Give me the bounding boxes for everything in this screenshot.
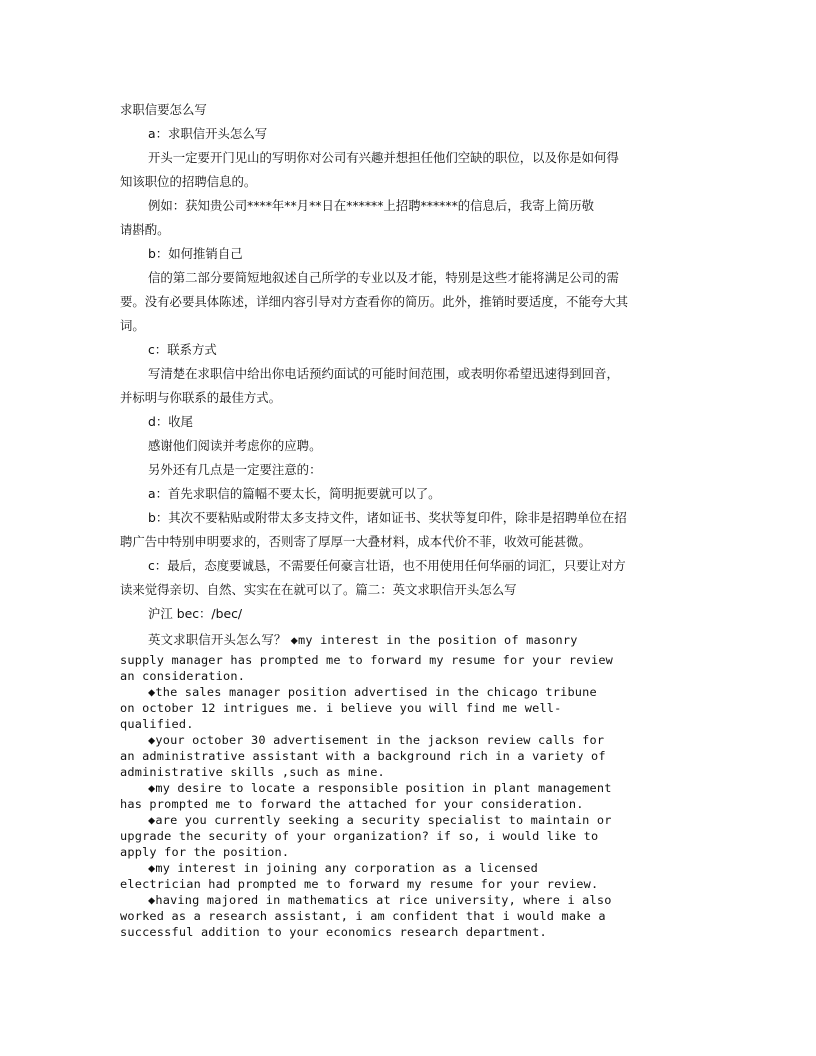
example-first-text: my interest in the position of masonry [298,633,578,647]
note-c-line-1: c：最后，态度要诚恳，不需要任何豪言壮语，也不用使用任何华丽的词汇，只要让对方 [148,558,626,573]
notes-intro: 另外还有几点是一定要注意的： [148,462,322,477]
example-continuation: electrician had prompted me to forward my resume for your review. [120,877,599,891]
example-item [120,628,700,684]
section-b-paragraph-line-1: 信的第二部分要简短地叙述自己所学的专业以及才能，特别是这些才能将满足公司的需 [148,270,619,285]
bullet-icon: ◆ [148,733,156,747]
example-continuation: an administrative assistant with a background rich in a variety of administrative skills ,such as mine. [120,749,606,779]
example-first-line [120,860,700,876]
example-first-line [120,892,700,908]
example-item [120,860,700,892]
example-item [120,684,700,732]
section-c-paragraph-line-1: 写清楚在求职信中给出你电话预约面试的可能时间范围，或表明你希望迅速得到回音， [148,366,619,381]
section-d-paragraph: 感谢他们阅读并考虑你的应聘。 [148,438,322,453]
example-first-text: your october 30 advertisement in the jackson review calls for [155,733,605,747]
section-a-paragraph-1-line-2: 知该职位的招聘信息的。 [120,174,257,189]
example-first-text: my interest in joining any corporation as a licensed [155,861,539,875]
note-b-line-1: b：其次不要粘贴或附带太多支持文件，诸如证书、奖状等复印件，除非是招聘单位在招 [148,510,627,525]
example-item [120,812,700,860]
example-continuation: supply manager has prompted me to forward my resume for your review an consideration. [120,653,614,683]
section-b-paragraph-line-2: 要。没有必要具体陈述，详细内容引导对方查看你的简历。此外，推销时要适度，不能夸大其 [120,294,629,309]
example-item [120,732,700,780]
example-first-text: the sales manager position advertised in the chicago tribune [155,685,597,699]
example-continuation: worked as a research assistant, i am confident that i would make a successful addition to your economics research department. [120,909,606,939]
example-item [120,892,700,940]
english-intro-label: 英文求职信开头怎么写？ [148,632,291,647]
example-first-text: my desire to locate a responsible position in plant management [155,781,612,795]
note-c-line-2: 读来觉得亲切、自然、实实在在就可以了。篇二：英文求职信开头怎么写 [120,582,517,597]
section-a-paragraph-1-line-1: 开头一定要开门见山的写明你对公司有兴趣并想担任他们空缺的职位，以及你是如何得 [148,150,619,165]
section-c-paragraph-line-2: 并标明与你联系的最佳方式。 [120,390,282,405]
section-b-paragraph-line-3: 词。 [120,318,145,333]
section-a-paragraph-2-line-1: 例如：获知贵公司****年**月**日在******上招聘******的信息后，我寄上简历敬 [148,198,595,213]
example-first-line [120,684,700,700]
document-body [120,98,700,940]
bullet-icon: ◆ [148,685,156,699]
example-continuation: has prompted me to forward the attached for your consideration. [120,797,584,811]
bullet-icon: ◆ [290,633,298,647]
note-b-line-2: 聘广告中特别申明要求的，否则寄了厚厚一大叠材料，成本代价不菲，收效可能甚微。 [120,534,591,549]
example-first-line [120,812,700,828]
section-c-heading: c：联系方式 [148,342,217,357]
bullet-icon: ◆ [148,781,156,795]
example-first-line [120,732,700,748]
example-continuation: on october 12 intrigues me. i believe you will find me well- qualified. [120,701,562,731]
section-b-heading: b：如何推销自己 [148,246,243,261]
section-a-heading: a：求职信开头怎么写 [148,126,268,141]
document-title: 求职信要怎么写 [120,102,207,117]
example-first-text: are you currently seeking a security specialist to maintain or [155,813,612,827]
example-first-text: having majored in mathematics at rice university, where i also [155,893,612,907]
source-label: 沪江 bec：/bec/ [148,606,243,621]
bullet-icon: ◆ [148,893,156,907]
example-first-line [120,628,700,652]
bullet-icon: ◆ [148,861,156,875]
example-item [120,780,700,812]
section-d-heading: d：收尾 [148,414,194,429]
section-a-paragraph-2-line-2: 请斟酌。 [120,222,170,237]
example-continuation: upgrade the security of your organization? if so, i would like to apply for the position. [120,829,599,859]
bullet-icon: ◆ [148,813,156,827]
note-a: a：首先求职信的篇幅不要太长，简明扼要就可以了。 [148,486,441,501]
english-examples [120,628,700,940]
example-first-line [120,780,700,796]
